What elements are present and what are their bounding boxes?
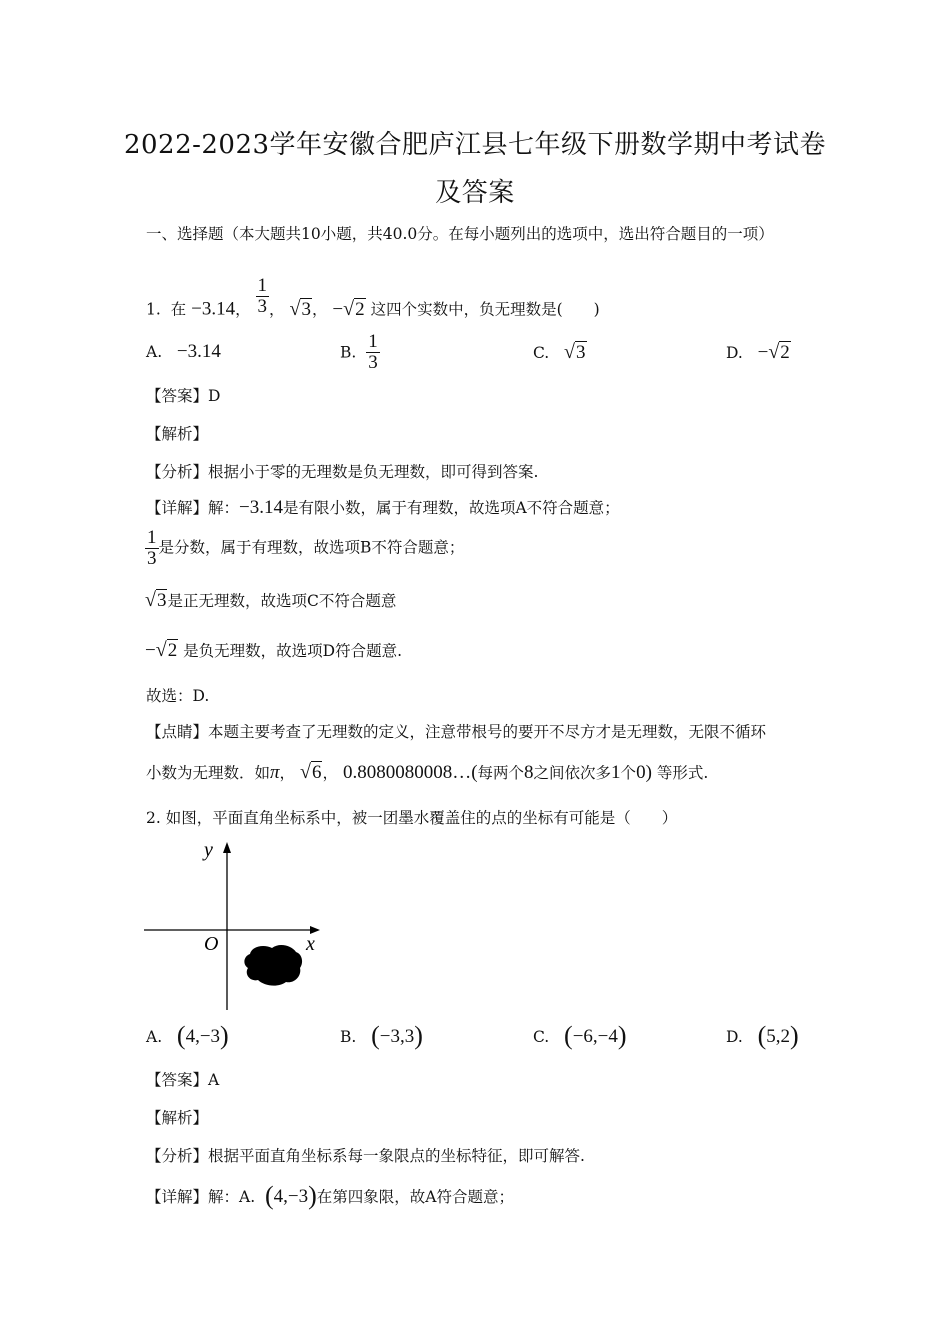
q1-pre: 在 [170, 300, 187, 319]
q1-sep3: ， [311, 300, 328, 319]
q2-detail-pre: 【详解】解：A. [146, 1188, 256, 1206]
q1-option-c-value: √3 [564, 341, 586, 363]
section-heading: 一、选择题（本大题共10小题，共40.0分。在每小题列出的选项中，选出符合题目的一项） [146, 225, 774, 243]
q2-option-b-value: −3,3 [379, 1026, 415, 1047]
q1-dianjing-2 [146, 760, 826, 785]
q1-analysis-title: 【解析】 [146, 425, 209, 443]
q1-post: 这四个实数中，负无理数是( ) [370, 300, 600, 319]
q2-option-b-label: B. [340, 1028, 357, 1046]
q1-option-b-num: 1 [368, 331, 378, 352]
q1-option-c [533, 340, 587, 365]
q1-option-c-rad: 3 [576, 342, 586, 363]
q2-option-d: D. (5,2) [726, 1021, 799, 1050]
q1-detail [146, 496, 826, 520]
q1-sep2: ， [269, 300, 285, 319]
coordinate-plane-figure [140, 836, 330, 1016]
q1-option-d-rad: 2 [780, 342, 790, 363]
q1-answer: 【答案】D [146, 387, 221, 405]
q1-detail-pre: 【详解】解： [146, 499, 240, 517]
q2-option-d-label: D. [726, 1028, 743, 1046]
q1-number: 1. [146, 300, 161, 319]
q1-dj2-zhijian: 之间依次多 [533, 764, 612, 782]
q1-line-c-text: 是正无理数，故选项C不符合题意 [167, 592, 397, 610]
q1-detail-num: −3.14 [239, 497, 283, 518]
q1-n1: −3.14 [191, 298, 236, 320]
q2-option-a: A. (4,−3) [146, 1021, 229, 1050]
q2-option-c-label: C. [533, 1028, 550, 1046]
q1-option-c-label: C. [533, 344, 550, 362]
q2-detail-value: 4,−3 [273, 1186, 309, 1207]
q1-sep1: ， [235, 300, 251, 319]
q1-line-b-text: 是分数，属于有理数，故选项B不符合题意； [158, 538, 465, 557]
q1-option-b [340, 332, 380, 373]
q1-line-b-num: 1 [147, 527, 157, 548]
q1-sqrt3: √3 [289, 297, 311, 320]
q1-dj2-pre: 小数为无理数．如 [146, 764, 271, 782]
q1-dj2-paren-close: ) [645, 762, 652, 783]
q1-option-d [726, 340, 791, 365]
q2-fenxi: 【分析】根据平面直角坐标系每一象限点的坐标特征，即可解答. [146, 1147, 585, 1165]
q1-fenxi: 【分析】根据小于零的无理数是负无理数，即可得到答案. [146, 463, 539, 481]
q1-frac-num: 1 [257, 275, 268, 296]
q1-dj2-ge: 个 [620, 764, 637, 782]
q2-option-c: C. (−6,−4) [533, 1021, 627, 1050]
q1-dj2-meiliang: 每两个 [477, 764, 525, 782]
q2-detail: 【详解】解：A. (4,−3)在第四象限，故A符合题意； [146, 1181, 514, 1210]
q1-dianjing-1: 【点睛】本题主要考查了无理数的定义，注意带根号的要开不尽方才是无理数，无限不循环 [146, 723, 767, 741]
q1-line-d-rad: 2 [167, 640, 178, 661]
q1-line-b-frac [145, 528, 159, 569]
q1-dj2-sqrt6: √6 [300, 761, 322, 783]
q1-detail-post: 是有限小数，属于有理数，故选项A不符合题意； [282, 499, 620, 517]
doc-title-line1: 2022-2023学年安徽合肥庐江县七年级下册数学期中考试卷 [123, 130, 827, 160]
q1-dj2-pi: π [270, 762, 280, 783]
q1-dj2-one: 1 [611, 762, 621, 783]
q1-sqrt3-val: 3 [301, 298, 311, 320]
q1-option-b-label: B. [340, 343, 357, 362]
q1-dj2-sqrt6-val: 6 [311, 762, 322, 783]
q1-dj2-comma: ， [279, 764, 296, 782]
q1-fraction [256, 276, 270, 317]
q1-dj2-zero: 0 [636, 762, 646, 783]
y-axis-arrow [223, 842, 231, 853]
q2-option-b: B. (−3,3) [340, 1021, 423, 1050]
q1-line-d-neg: − [145, 640, 156, 661]
q2-option-c-value: −6,−4 [572, 1026, 618, 1047]
origin-label: O [204, 933, 219, 955]
q1-stem [146, 275, 826, 331]
q1-dj2-comma2: ， [322, 764, 338, 782]
q1-line-c [145, 588, 825, 613]
doc-title-line2: 及答案 [435, 178, 515, 208]
q1-dj2-paren-open: ( [471, 762, 478, 783]
q2-stem: 2. 如图，平面直角坐标系中，被一团墨水覆盖住的点的坐标有可能是（ ） [146, 809, 678, 827]
q2-option-a-value: 4,−3 [185, 1026, 221, 1047]
q1-dj2-end: 等形式. [656, 764, 709, 782]
q1-line-d [145, 638, 825, 663]
q1-option-b-den: 3 [368, 352, 378, 373]
q1-line-b-den: 3 [147, 548, 157, 569]
q1-dj2-decimal: 0.8080080008… [342, 762, 472, 783]
q2-option-a-label: A. [146, 1028, 163, 1046]
q2-analysis-title: 【解析】 [146, 1109, 209, 1127]
q1-line-c-rad: 3 [156, 590, 167, 611]
q1-line-d-sqrt: −√2 [145, 639, 178, 661]
q1-neg-sqrt2: −√2 [332, 297, 365, 320]
q1-option-d-neg: − [757, 342, 769, 363]
ink-blot [244, 945, 302, 986]
q1-option-d-label: D. [726, 344, 743, 362]
q1-option-a [146, 340, 221, 364]
x-axis-label: x [306, 933, 315, 955]
q1-option-d-value: −√2 [757, 341, 790, 363]
q1-option-a-value: −3.14 [176, 341, 221, 362]
q1-frac-den: 3 [257, 296, 268, 317]
q2-option-d-value: 5,2 [766, 1026, 791, 1047]
q1-neg: − [332, 298, 344, 320]
q1-line-d-text: 是负无理数，故选项D符合题意. [183, 642, 402, 660]
q1-guxuan: 故选：D. [146, 687, 210, 705]
q1-line-c-sqrt: √3 [145, 589, 167, 611]
q1-option-a-label: A. [146, 343, 163, 361]
q1-line-b [145, 528, 825, 569]
q2-answer: 【答案】A [146, 1071, 220, 1089]
q2-detail-post: 在第四象限，故A符合题意； [316, 1188, 514, 1206]
q1-sqrt2-val: 2 [355, 298, 365, 320]
y-axis-label: y [204, 839, 213, 861]
q1-option-b-frac [366, 332, 380, 373]
q1-dj2-eight: 8 [524, 762, 534, 783]
